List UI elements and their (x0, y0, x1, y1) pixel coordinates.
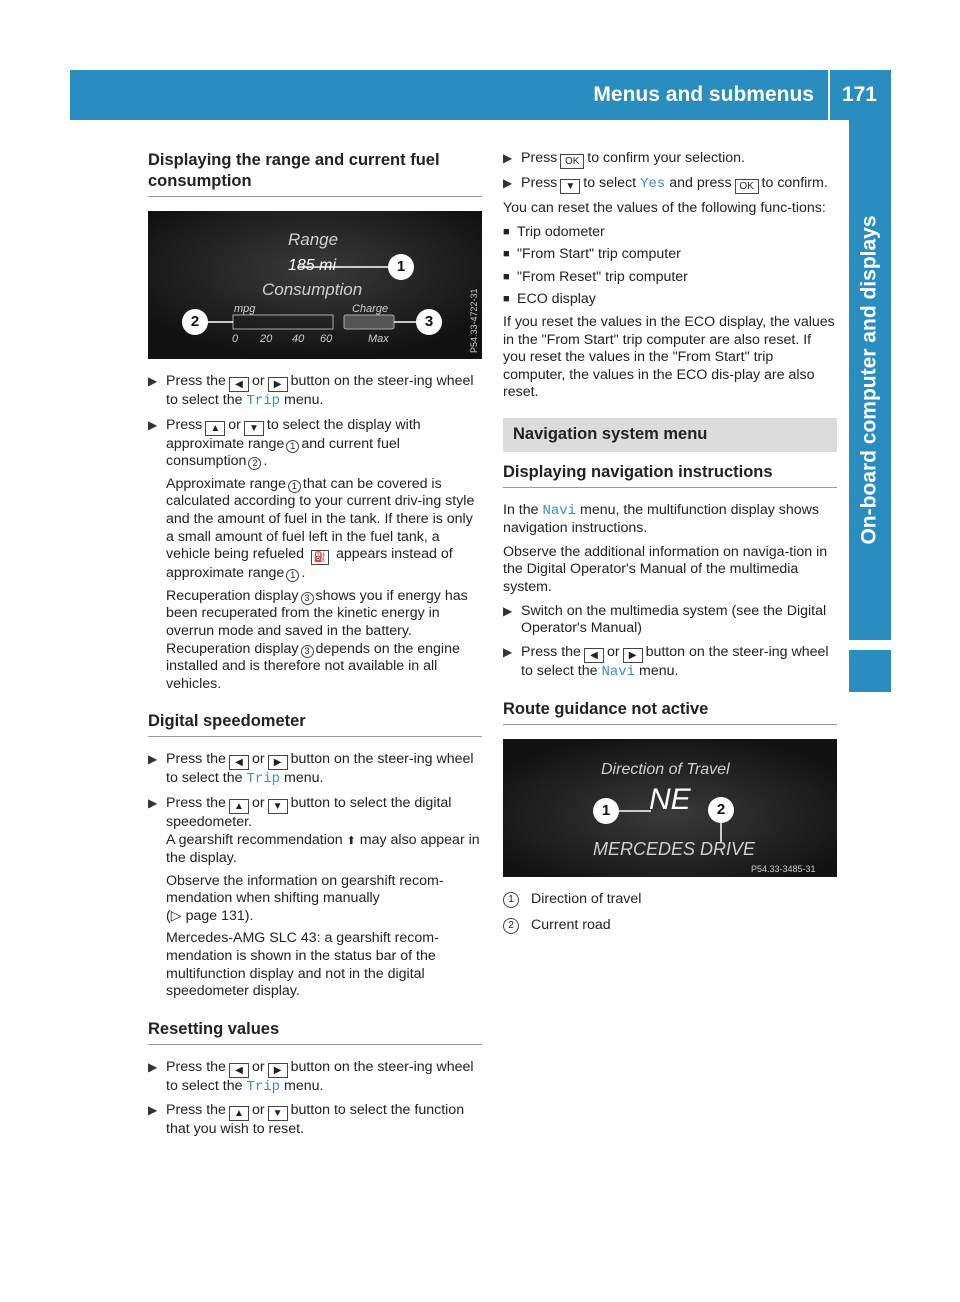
note-text: that can be covered is calculated according to your current driv-ing style and the amount of fuel in the tank. If there is only a small amount of fuel left in the fuel tank, a vehicle being refueled (166, 475, 475, 563)
step-arrow-icon: ▶ (148, 1059, 158, 1074)
heading-range-consumption: Displaying the range and current fuel consumption (148, 150, 482, 197)
step-text: to select the display with approximate range (166, 416, 421, 452)
legend-item (503, 891, 837, 909)
paragraph (503, 502, 837, 538)
step-text: and current fuel consumption (166, 435, 400, 470)
step-text: menu. (639, 662, 679, 679)
section-band-navigation: Navigation system menu (503, 418, 837, 452)
step-text: or (251, 1058, 265, 1075)
ref-number: 1 (286, 569, 299, 582)
step (148, 373, 482, 411)
down-key-icon: ▼ (244, 421, 264, 436)
left-key-icon: ◀ (229, 377, 249, 392)
tick-20: 20 (260, 333, 273, 345)
note-text: shows you if energy has been recuperated from the kinetic energy in overrun mode and saved in the battery. Recuperation display (166, 587, 468, 657)
step-text: button to select the function that you wish to reset. (166, 1102, 465, 1138)
note-text: A gearshift recommendation (166, 831, 343, 848)
step-text: and press (669, 175, 732, 191)
charge-label: Charge (352, 303, 389, 315)
page-header (70, 70, 891, 120)
bullet-text: ECO display (517, 291, 596, 308)
up-key-icon: ▲ (229, 1106, 249, 1121)
step-text: or (251, 373, 265, 389)
page-number: 171 (841, 83, 877, 106)
down-key-icon: ▼ (268, 799, 288, 814)
gearshift-icon: ⬆ (346, 834, 356, 847)
refuel-vehicle-icon: ⛽ (311, 550, 329, 565)
step-text: Press (521, 175, 558, 191)
menu-name-trip: Trip (246, 393, 281, 409)
step-text: or (251, 794, 265, 811)
side-tab-label: On-board computer and displays (858, 215, 881, 545)
callout-3: 3 (416, 309, 442, 335)
bullet-text: Trip odometer (517, 223, 605, 240)
note-text: Approximate range (166, 475, 286, 492)
step-text: Press the (521, 643, 581, 660)
header-divider (828, 70, 830, 120)
legend-item (503, 917, 837, 935)
side-tab-label-wrap (849, 120, 891, 640)
step-note (166, 588, 482, 694)
step (503, 603, 837, 638)
step (148, 1102, 482, 1139)
callout-1: 1 (593, 798, 619, 824)
paragraph: Observe the additional information on naviga-tion in the Digital Operator's Manual of the multimedia system. (503, 543, 828, 595)
step (503, 644, 837, 682)
range-value: 185 mi (288, 257, 337, 274)
max-label: Max (368, 333, 389, 345)
step (503, 175, 837, 194)
step-text: Press the (166, 373, 226, 389)
step-arrow-icon: ▶ (148, 752, 158, 767)
menu-name-navi: Navi (542, 502, 577, 519)
para-text: In the (503, 501, 539, 518)
ok-key-icon: OK (560, 154, 584, 169)
step-text: menu. (284, 392, 324, 408)
paragraph: If you reset the values in the ECO display, the values in the "From Start" trip computer are also reset. If you reset the values in the "From Start" trip computer, the values in the ECO dis-play are also reset. (503, 313, 835, 401)
left-key-icon: ◀ (584, 648, 604, 663)
option-yes: Yes (640, 176, 666, 192)
step-text: Press the (166, 794, 226, 811)
step (503, 150, 837, 169)
right-key-icon: ▶ (268, 377, 288, 392)
legend-text: Current road (531, 916, 611, 933)
bullet-marker-icon: ■ (503, 293, 510, 306)
menu-name-trip: Trip (246, 771, 281, 788)
callout-2: 2 (708, 797, 734, 823)
right-column (503, 150, 837, 942)
tick-60: 60 (320, 333, 333, 345)
step-text: menu. (284, 1077, 324, 1094)
step-note: Mercedes-AMG SLC 43: a gearshift recom-mendation is shown in the status bar of the multifunction display and not in the digital speedometer display. (166, 930, 439, 1000)
step-text: button to select the digital speedometer. (166, 794, 452, 830)
step-arrow-icon: ▶ (503, 603, 513, 618)
legend-number: 2 (503, 918, 519, 934)
step-arrow-icon: ▶ (148, 417, 158, 432)
bullet-item (503, 224, 837, 242)
step-text: Press (521, 150, 558, 166)
right-key-icon: ▶ (268, 1063, 288, 1078)
direction-title: Direction of Travel (601, 761, 730, 779)
heading-navigation-instructions: Displaying navigation instructions (503, 462, 837, 488)
step (148, 417, 482, 694)
header-title: Menus and submenus (593, 83, 814, 106)
step-note (166, 832, 482, 868)
range-label: Range (288, 230, 339, 249)
step-text: . (263, 453, 268, 470)
ref-number: 3 (301, 592, 314, 605)
page-reference[interactable]: (▷ page 131). (166, 907, 254, 924)
callout-1: 1 (388, 254, 414, 280)
bullet-item (503, 269, 837, 287)
step-text: or (251, 751, 265, 768)
step-text: Press the (166, 1058, 226, 1075)
ref-number: 1 (288, 480, 301, 493)
consumption-label: Consumption (262, 280, 363, 299)
side-marker (849, 650, 891, 692)
step-text: Press the (166, 1102, 226, 1119)
step-text: button on the steer-ing wheel to select the (521, 643, 829, 679)
navigation-display-figure (503, 739, 837, 877)
bullet-item (503, 246, 837, 264)
step (148, 795, 482, 1001)
ref-number: 2 (248, 457, 261, 470)
paragraph: You can reset the values of the following func-tions: (503, 200, 826, 216)
right-key-icon: ▶ (623, 648, 643, 663)
direction-value: NE (649, 783, 691, 817)
range-display-figure (148, 211, 482, 359)
menu-name-trip: Trip (246, 1078, 281, 1095)
step-text: to confirm your selection. (587, 150, 745, 166)
bullet-marker-icon: ■ (503, 248, 510, 261)
down-key-icon: ▼ (560, 179, 580, 194)
step-text: button on the steer-ing wheel to select the (166, 373, 474, 408)
step-arrow-icon: ▶ (503, 151, 513, 165)
ref-number: 3 (301, 645, 314, 658)
ref-number: 1 (286, 440, 299, 453)
step-arrow-icon: ▶ (148, 795, 158, 810)
left-key-icon: ◀ (229, 1063, 249, 1078)
bullet-item (503, 291, 837, 309)
step-text: or (228, 416, 241, 433)
step-arrow-icon: ▶ (148, 374, 158, 388)
para-text: menu, the multifunction display shows navigation instructions. (503, 501, 819, 537)
heading-route-guidance: Route guidance not active (503, 699, 837, 725)
note-text: Recuperation display (166, 587, 299, 604)
bullet-text: "From Reset" trip computer (517, 268, 688, 285)
step-arrow-icon: ▶ (503, 644, 513, 659)
step-text: or (606, 643, 620, 660)
step (148, 1059, 482, 1097)
step-text: Press (166, 416, 203, 433)
callout-2: 2 (182, 309, 208, 335)
ok-key-icon: OK (735, 179, 759, 194)
step-note: Observe the information on gearshift recom-mendation when shifting manually (166, 872, 444, 907)
step-text: or (251, 1102, 265, 1119)
left-key-icon: ◀ (229, 755, 249, 770)
step-note (166, 476, 482, 583)
step-text: Switch on the multimedia system (see the Digital Operator's Manual) (521, 602, 827, 637)
figure-code: P54.33-3485-31 (751, 864, 816, 875)
note-text: depends on the engine installed and is therefore not available in all vehicles. (166, 640, 460, 692)
heading-resetting-values: Resetting values (148, 1019, 482, 1045)
step-text: to confirm. (761, 175, 828, 191)
step-text: button on the steer-ing wheel to select the (166, 1058, 474, 1094)
right-key-icon: ▶ (268, 755, 288, 770)
legend-number: 1 (503, 892, 519, 908)
figure-code: P54.33-4722-31 (469, 288, 479, 353)
note-text: appears instead of approximate range (166, 546, 453, 582)
menu-name-navi: Navi (601, 663, 636, 680)
legend-text: Direction of travel (531, 891, 642, 908)
figure-legend (503, 891, 837, 934)
tick-0: 0 (232, 333, 239, 345)
step-text: Press the (166, 751, 226, 768)
tick-40: 40 (292, 333, 305, 345)
road-name: MERCEDES DRIVE (593, 839, 756, 860)
step-text: button on the steer-ing wheel to select the (166, 751, 474, 787)
down-key-icon: ▼ (268, 1106, 288, 1121)
left-column (148, 150, 482, 1145)
step-arrow-icon: ▶ (503, 176, 513, 190)
step-text: to select (583, 175, 637, 191)
bullet-text: "From Start" trip computer (517, 246, 681, 263)
up-key-icon: ▲ (205, 421, 225, 436)
up-key-icon: ▲ (229, 799, 249, 814)
step-text: menu. (284, 770, 324, 787)
mpg-label: mpg (234, 303, 256, 315)
heading-digital-speedometer: Digital speedometer (148, 711, 482, 737)
step (148, 751, 482, 789)
bullet-marker-icon: ■ (503, 225, 510, 238)
step-arrow-icon: ▶ (148, 1103, 158, 1118)
note-text: may also appear in the display. (166, 831, 480, 867)
bullet-marker-icon: ■ (503, 270, 510, 283)
note-text: . (301, 565, 306, 582)
